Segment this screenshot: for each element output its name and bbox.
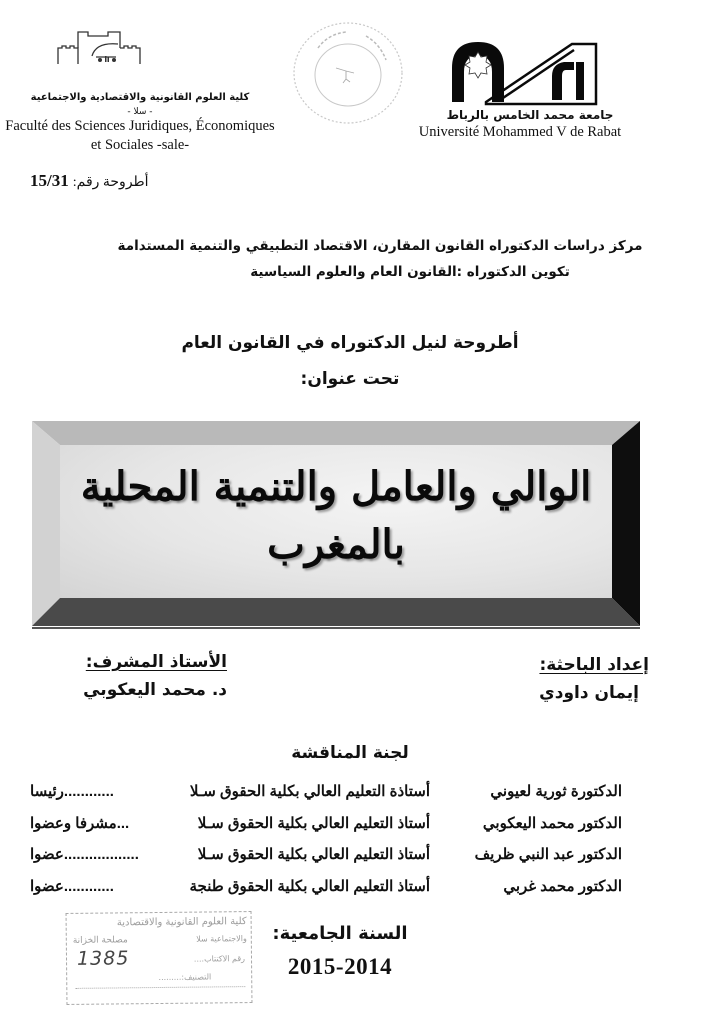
- committee-title: لجنة المناقشة: [291, 743, 409, 763]
- stamp-text: رقم الاكتتاب....: [193, 954, 246, 964]
- faculty-name-fr: Faculté des Sciences Juridiques, Économiques: [5, 118, 275, 134]
- faculty-city-ar: - سلا -: [127, 107, 153, 117]
- member-name: الدكتور محمد اليعكوبي: [482, 814, 622, 832]
- researcher-name: إيمان داودي: [539, 683, 639, 703]
- supervisor-name: د. محمد اليعكوبي: [83, 680, 227, 700]
- circular-seal-icon: [288, 18, 408, 128]
- thesis-number-label: أطروحة رقم:: [72, 175, 149, 190]
- stamp-text: كلية العلوم القانونية والاقتصادية: [116, 916, 247, 929]
- thesis-number-value: 15/31: [30, 171, 69, 190]
- library-stamp: [66, 911, 253, 1005]
- box-shadow-line: [32, 627, 640, 629]
- thesis-statement: أطروحة لنيل الدكتوراه في القانون العام: [181, 333, 519, 353]
- supervisor-label: الأستاذ المشرف:: [85, 652, 227, 672]
- thesis-title-line1: الوالي والعامل والتنمية المحلية: [80, 463, 592, 510]
- member-role: ............رئيسا: [30, 783, 114, 800]
- committee-row: [30, 845, 622, 877]
- stamp-text: والاجتماعية سلا: [196, 934, 247, 944]
- member-role: ...مشرفا وعضوا: [30, 814, 130, 832]
- doctoral-center-name: مركز دراسات الدكتوراه القانون المقارن، الاقتصاد التطبيقي والتنمية المستدامة: [117, 238, 643, 254]
- committee-table: [30, 782, 622, 908]
- university-name-fr: Université Mohammed V de Rabat: [418, 124, 622, 140]
- academic-year-label: السنة الجامعية:: [272, 923, 408, 944]
- faculty-logo-icon: [48, 26, 158, 66]
- committee-row: [30, 814, 622, 846]
- member-role: ............عضوا: [30, 877, 114, 895]
- researcher-label: إعداد الباحثة:: [539, 655, 649, 675]
- faculty-name-ar: كلية العلوم القانونية والاقتصادية والاجتماعية: [30, 92, 250, 103]
- stamp-text: التصنيف:.........: [158, 972, 212, 983]
- university-name-ar: جامعة محمد الخامس بالرباط: [446, 108, 614, 122]
- committee-row: [30, 877, 622, 909]
- stamp-dotted-line: [75, 986, 245, 989]
- stamp-handwritten-number: 1385: [76, 947, 130, 970]
- doctoral-program: تكوين الدكتوراه :القانون العام والعلوم السياسية: [250, 264, 570, 280]
- member-position: أستاذ التعليم العالي بكلية الحقوق طنجة: [189, 877, 430, 895]
- committee-row: [30, 782, 622, 814]
- member-position: أستاذ التعليم العالي بكلية الحقوق سـلا: [197, 846, 430, 863]
- member-name: الدكتور عبد النبي ظريف: [474, 846, 622, 863]
- faculty-name-fr-line2: et Sociales -sale-: [90, 137, 190, 153]
- stamp-text: مصلحة الخزانة: [72, 935, 128, 946]
- under-title-label: تحت عنوان:: [300, 369, 400, 389]
- thesis-title-box: [32, 421, 640, 626]
- member-role: ..................عضوا: [30, 846, 139, 863]
- member-name: الدكتور محمد غربي: [503, 877, 622, 895]
- member-position: أستاذ التعليم العالي بكلية الحقوق سـلا: [197, 814, 430, 832]
- member-name: الدكتورة ثورية لعيوني: [490, 783, 622, 800]
- thesis-title-line2: بالمغرب: [267, 521, 405, 568]
- member-position: أستاذة التعليم العالي بكلية الحقوق سـلا: [189, 783, 430, 800]
- thesis-number: [30, 171, 270, 191]
- academic-year-value: 2015-2014: [287, 954, 393, 979]
